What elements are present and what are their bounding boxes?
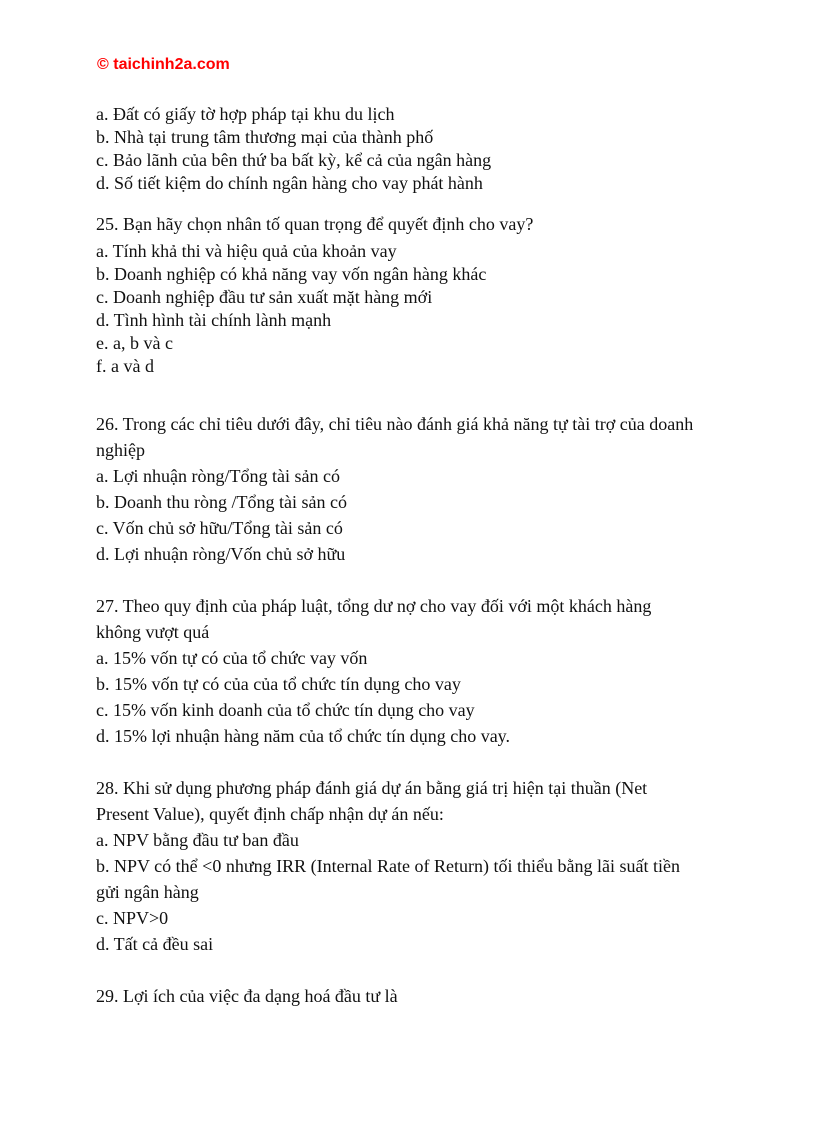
question-29 xyxy=(96,983,736,1009)
answer-option: c. NPV>0 xyxy=(96,908,169,928)
answer-option: c. Doanh nghiệp đầu tư sản xuất mặt hàng mới xyxy=(96,287,433,307)
question-text: Present Value), quyết định chấp nhận dự án nếu: xyxy=(96,804,444,824)
question-25-options xyxy=(96,240,736,378)
question-26 xyxy=(96,411,736,567)
answer-option: d. Tình hình tài chính lành mạnh xyxy=(96,310,332,330)
answer-option: d. 15% lợi nhuận hàng năm của tổ chức tín dụng cho vay. xyxy=(96,726,511,746)
question-25 xyxy=(96,213,736,236)
answer-option: a. Tính khả thi và hiệu quả của khoản vay xyxy=(96,241,397,261)
question-text: nghiệp xyxy=(96,440,145,460)
question-text: 27. Theo quy định của pháp luật, tổng dư nợ cho vay đối với một khách hàng xyxy=(96,596,652,616)
question-27 xyxy=(96,593,736,749)
answer-option: a. NPV bằng đầu tư ban đầu xyxy=(96,830,299,850)
document-body xyxy=(96,103,736,1009)
question-text: không vượt quá xyxy=(96,622,210,642)
answer-option: f. a và d xyxy=(96,356,154,376)
answer-option: b. 15% vốn tự có của của tổ chức tín dụng cho vay xyxy=(96,674,461,694)
answer-option: e. a, b và c xyxy=(96,333,173,353)
answer-option: c. Vốn chủ sở hữu/Tổng tài sản có xyxy=(96,518,343,538)
answer-option: b. NPV có thể <0 nhưng IRR (Internal Rate of Return) tối thiểu bằng lãi suất tiền xyxy=(96,856,680,876)
answer-option: c. Bảo lãnh của bên thứ ba bất kỳ, kể cả của ngân hàng xyxy=(96,150,492,170)
site-watermark: © taichinh2a.com xyxy=(97,56,230,73)
answer-option: b. Doanh nghiệp có khả năng vay vốn ngân hàng khác xyxy=(96,264,487,284)
answer-option: c. 15% vốn kinh doanh của tổ chức tín dụng cho vay xyxy=(96,700,475,720)
question-text: 25. Bạn hãy chọn nhân tố quan trọng để quyết định cho vay? xyxy=(96,214,534,234)
answer-option: b. Nhà tại trung tâm thương mại của thành phố xyxy=(96,127,434,147)
answer-option: a. Đất có giấy tờ hợp pháp tại khu du lịch xyxy=(96,104,395,124)
question-28 xyxy=(96,775,736,957)
answer-option: b. Doanh thu ròng /Tổng tài sản có xyxy=(96,492,347,512)
answer-option: gửi ngân hàng xyxy=(96,882,199,902)
answer-option: d. Tất cả đều sai xyxy=(96,934,214,954)
question-text: 29. Lợi ích của việc đa dạng hoá đầu tư là xyxy=(96,986,398,1006)
prev-question-options xyxy=(96,103,736,195)
answer-option: d. Số tiết kiệm do chính ngân hàng cho vay phát hành xyxy=(96,173,483,193)
answer-option: a. Lợi nhuận ròng/Tổng tài sản có xyxy=(96,466,340,486)
answer-option: d. Lợi nhuận ròng/Vốn chủ sở hữu xyxy=(96,544,346,564)
question-text: 28. Khi sử dụng phương pháp đánh giá dự án bằng giá trị hiện tại thuần (Net xyxy=(96,778,648,798)
question-text: 26. Trong các chỉ tiêu dưới đây, chỉ tiêu nào đánh giá khả năng tự tài trợ của doanh xyxy=(96,414,694,434)
answer-option: a. 15% vốn tự có của tổ chức vay vốn xyxy=(96,648,368,668)
